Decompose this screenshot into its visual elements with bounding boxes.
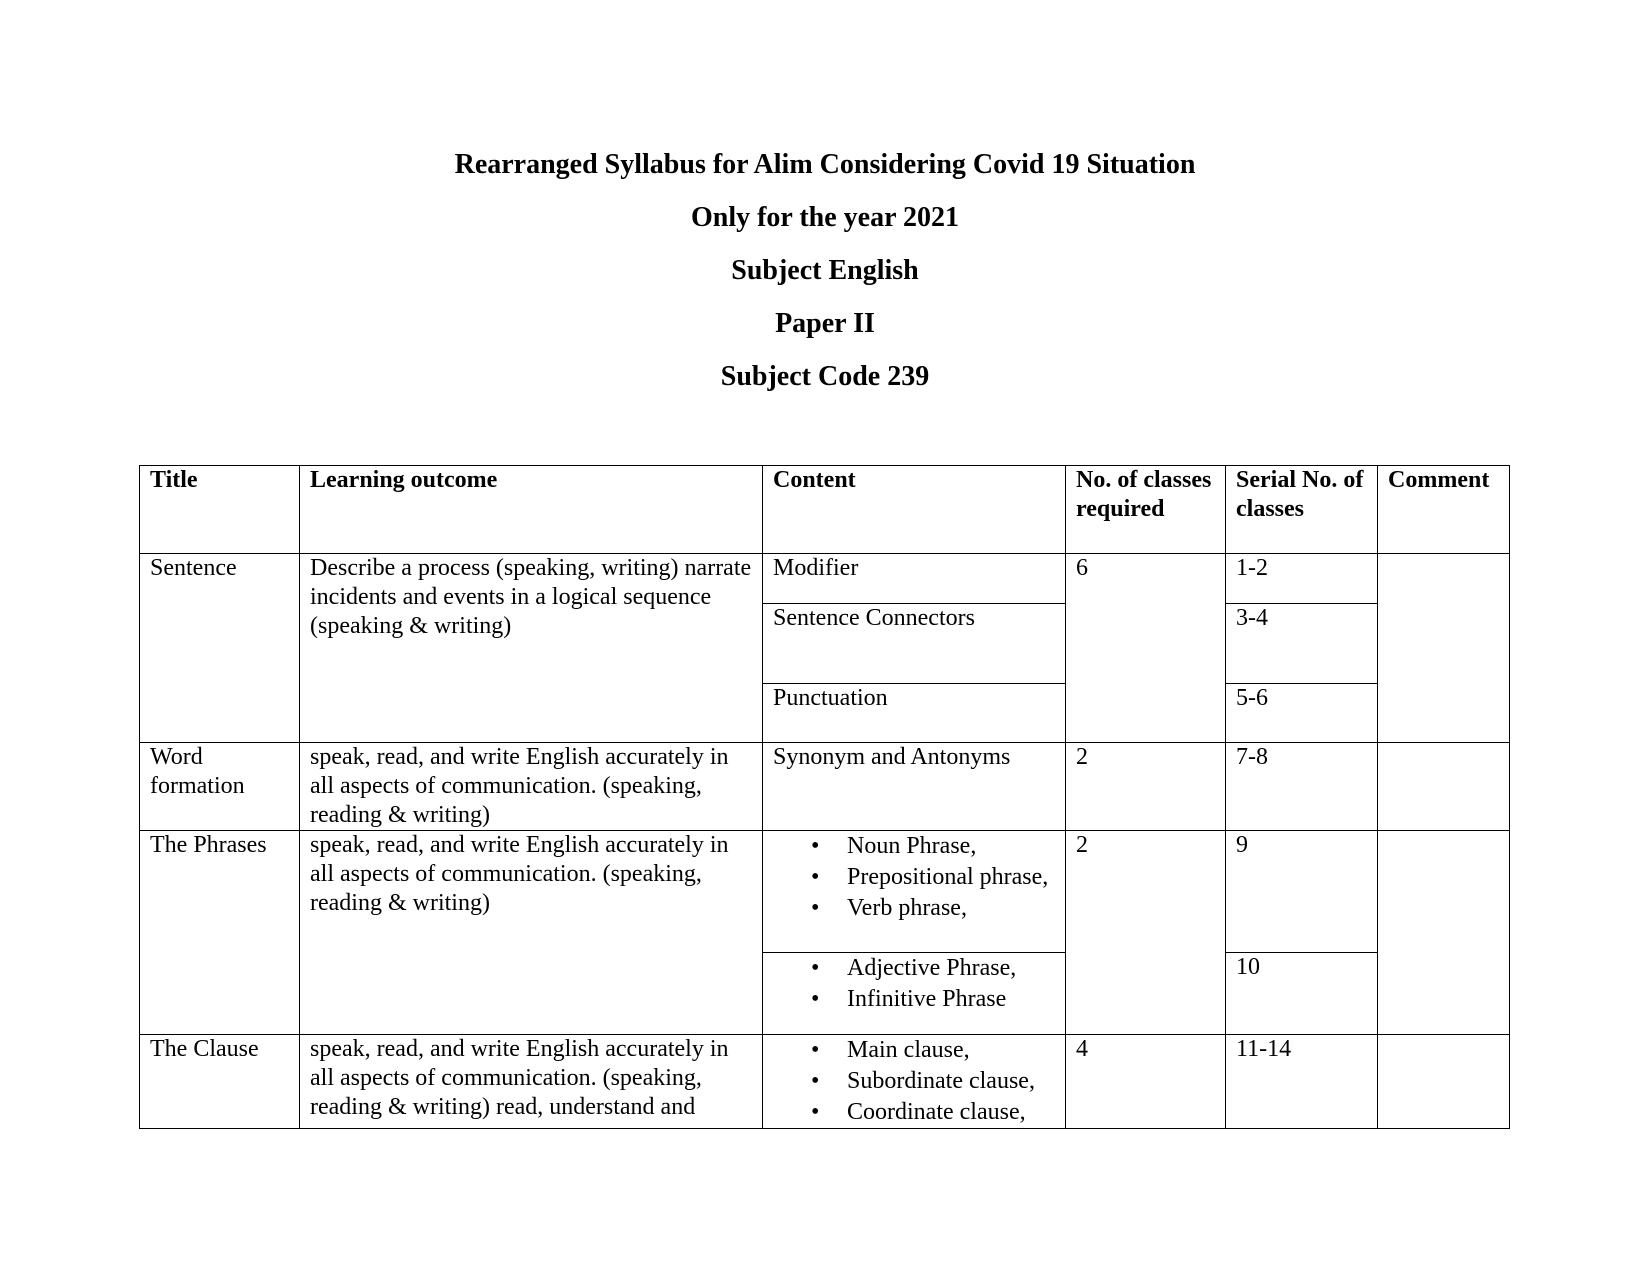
document-heading [0,150,1650,415]
clause-title: The Clause [140,1035,300,1129]
word-formation-serial: 7-8 [1226,743,1378,831]
sentence-classes: 6 [1066,554,1226,743]
sentence-comment [1378,554,1510,743]
phrases-content-group-1 [763,831,1066,953]
header-content: Content [763,466,1066,554]
phrase-item: Verb phrase, [847,895,967,921]
clause-serial: 11-14 [1226,1035,1378,1129]
syllabus-table [139,465,1510,1129]
list-item [811,1035,1055,1066]
sentence-title: Sentence [140,554,300,743]
bullet-icon: • [811,833,820,859]
clause-item: Coordinate clause, [847,1099,1026,1125]
list-item [811,1066,1055,1097]
heading-title: Rearranged Syllabus for Alim Considering Covid 19 Situation [454,149,1196,180]
header-classes-required: No. of classes required [1066,466,1226,554]
clause-item: Main clause, [847,1037,970,1063]
phrases-serial-2: 10 [1226,953,1378,1035]
serial-punctuation: 5-6 [1226,684,1378,743]
clause-content [763,1035,1066,1129]
heading-paper: Paper II [775,308,875,339]
clause-item: Subordinate clause, [847,1068,1035,1094]
bullet-icon: • [811,1068,820,1094]
clause-comment [1378,1035,1510,1129]
phrases-serial-1: 9 [1226,831,1378,953]
phrase-item: Noun Phrase, [847,833,977,859]
bullet-icon: • [811,1099,820,1125]
word-formation-title: Word formation [140,743,300,831]
header-comment: Comment [1378,466,1510,554]
bullet-icon: • [811,1037,820,1063]
list-item [811,984,1055,1015]
bullet-icon: • [811,895,820,921]
heading-subject: Subject English [731,255,919,286]
phrases-outcome: speak, read, and write English accurately in all aspects of communication. (speaking, reading & writing) [300,831,763,1035]
heading-year: Only for the year 2021 [690,202,960,233]
header-title: Title [140,466,300,554]
list-item [811,1097,1055,1128]
header-learning-outcome: Learning outcome [300,466,763,554]
list-item [811,831,1055,862]
bullet-icon: • [811,955,820,981]
phrase-item: Adjective Phrase, [847,955,1017,981]
serial-modifier: 1-2 [1226,554,1378,604]
sentence-outcome: Describe a process (speaking, writing) narrate incidents and events in a logical sequence (speaking & writing) [300,554,763,743]
list-item [811,953,1055,984]
table-row [140,1035,1510,1129]
content-punctuation: Punctuation [763,684,1066,743]
clause-classes: 4 [1066,1035,1226,1129]
list-item [811,862,1055,893]
bullet-icon: • [811,864,820,890]
phrases-content-group-2 [763,953,1066,1035]
word-formation-comment [1378,743,1510,831]
clause-outcome: speak, read, and write English accurately in all aspects of communication. (speaking, reading & writing) read, understand and [300,1035,763,1129]
list-item [811,893,1055,924]
word-formation-outcome: speak, read, and write English accurately in all aspects of communication. (speaking, reading & writing) [300,743,763,831]
header-serial-no: Serial No. of classes [1226,466,1378,554]
bullet-icon: • [811,986,820,1012]
phrase-item: Infinitive Phrase [847,986,1007,1012]
phrases-classes: 2 [1066,831,1226,1035]
heading-subject-code: Subject Code 239 [720,361,930,392]
word-formation-classes: 2 [1066,743,1226,831]
phrase-item: Prepositional phrase, [847,864,1049,890]
phrases-title: The Phrases [140,831,300,1035]
word-formation-content: Synonym and Antonyms [763,743,1066,831]
table-header-row [140,466,1510,554]
content-modifier: Modifier [763,554,1066,604]
content-sentence-connectors: Sentence Connectors [763,604,1066,684]
table-row [140,554,1510,604]
table-row [140,831,1510,953]
table-row [140,743,1510,831]
serial-sentence-connectors: 3-4 [1226,604,1378,684]
phrases-comment [1378,831,1510,1035]
